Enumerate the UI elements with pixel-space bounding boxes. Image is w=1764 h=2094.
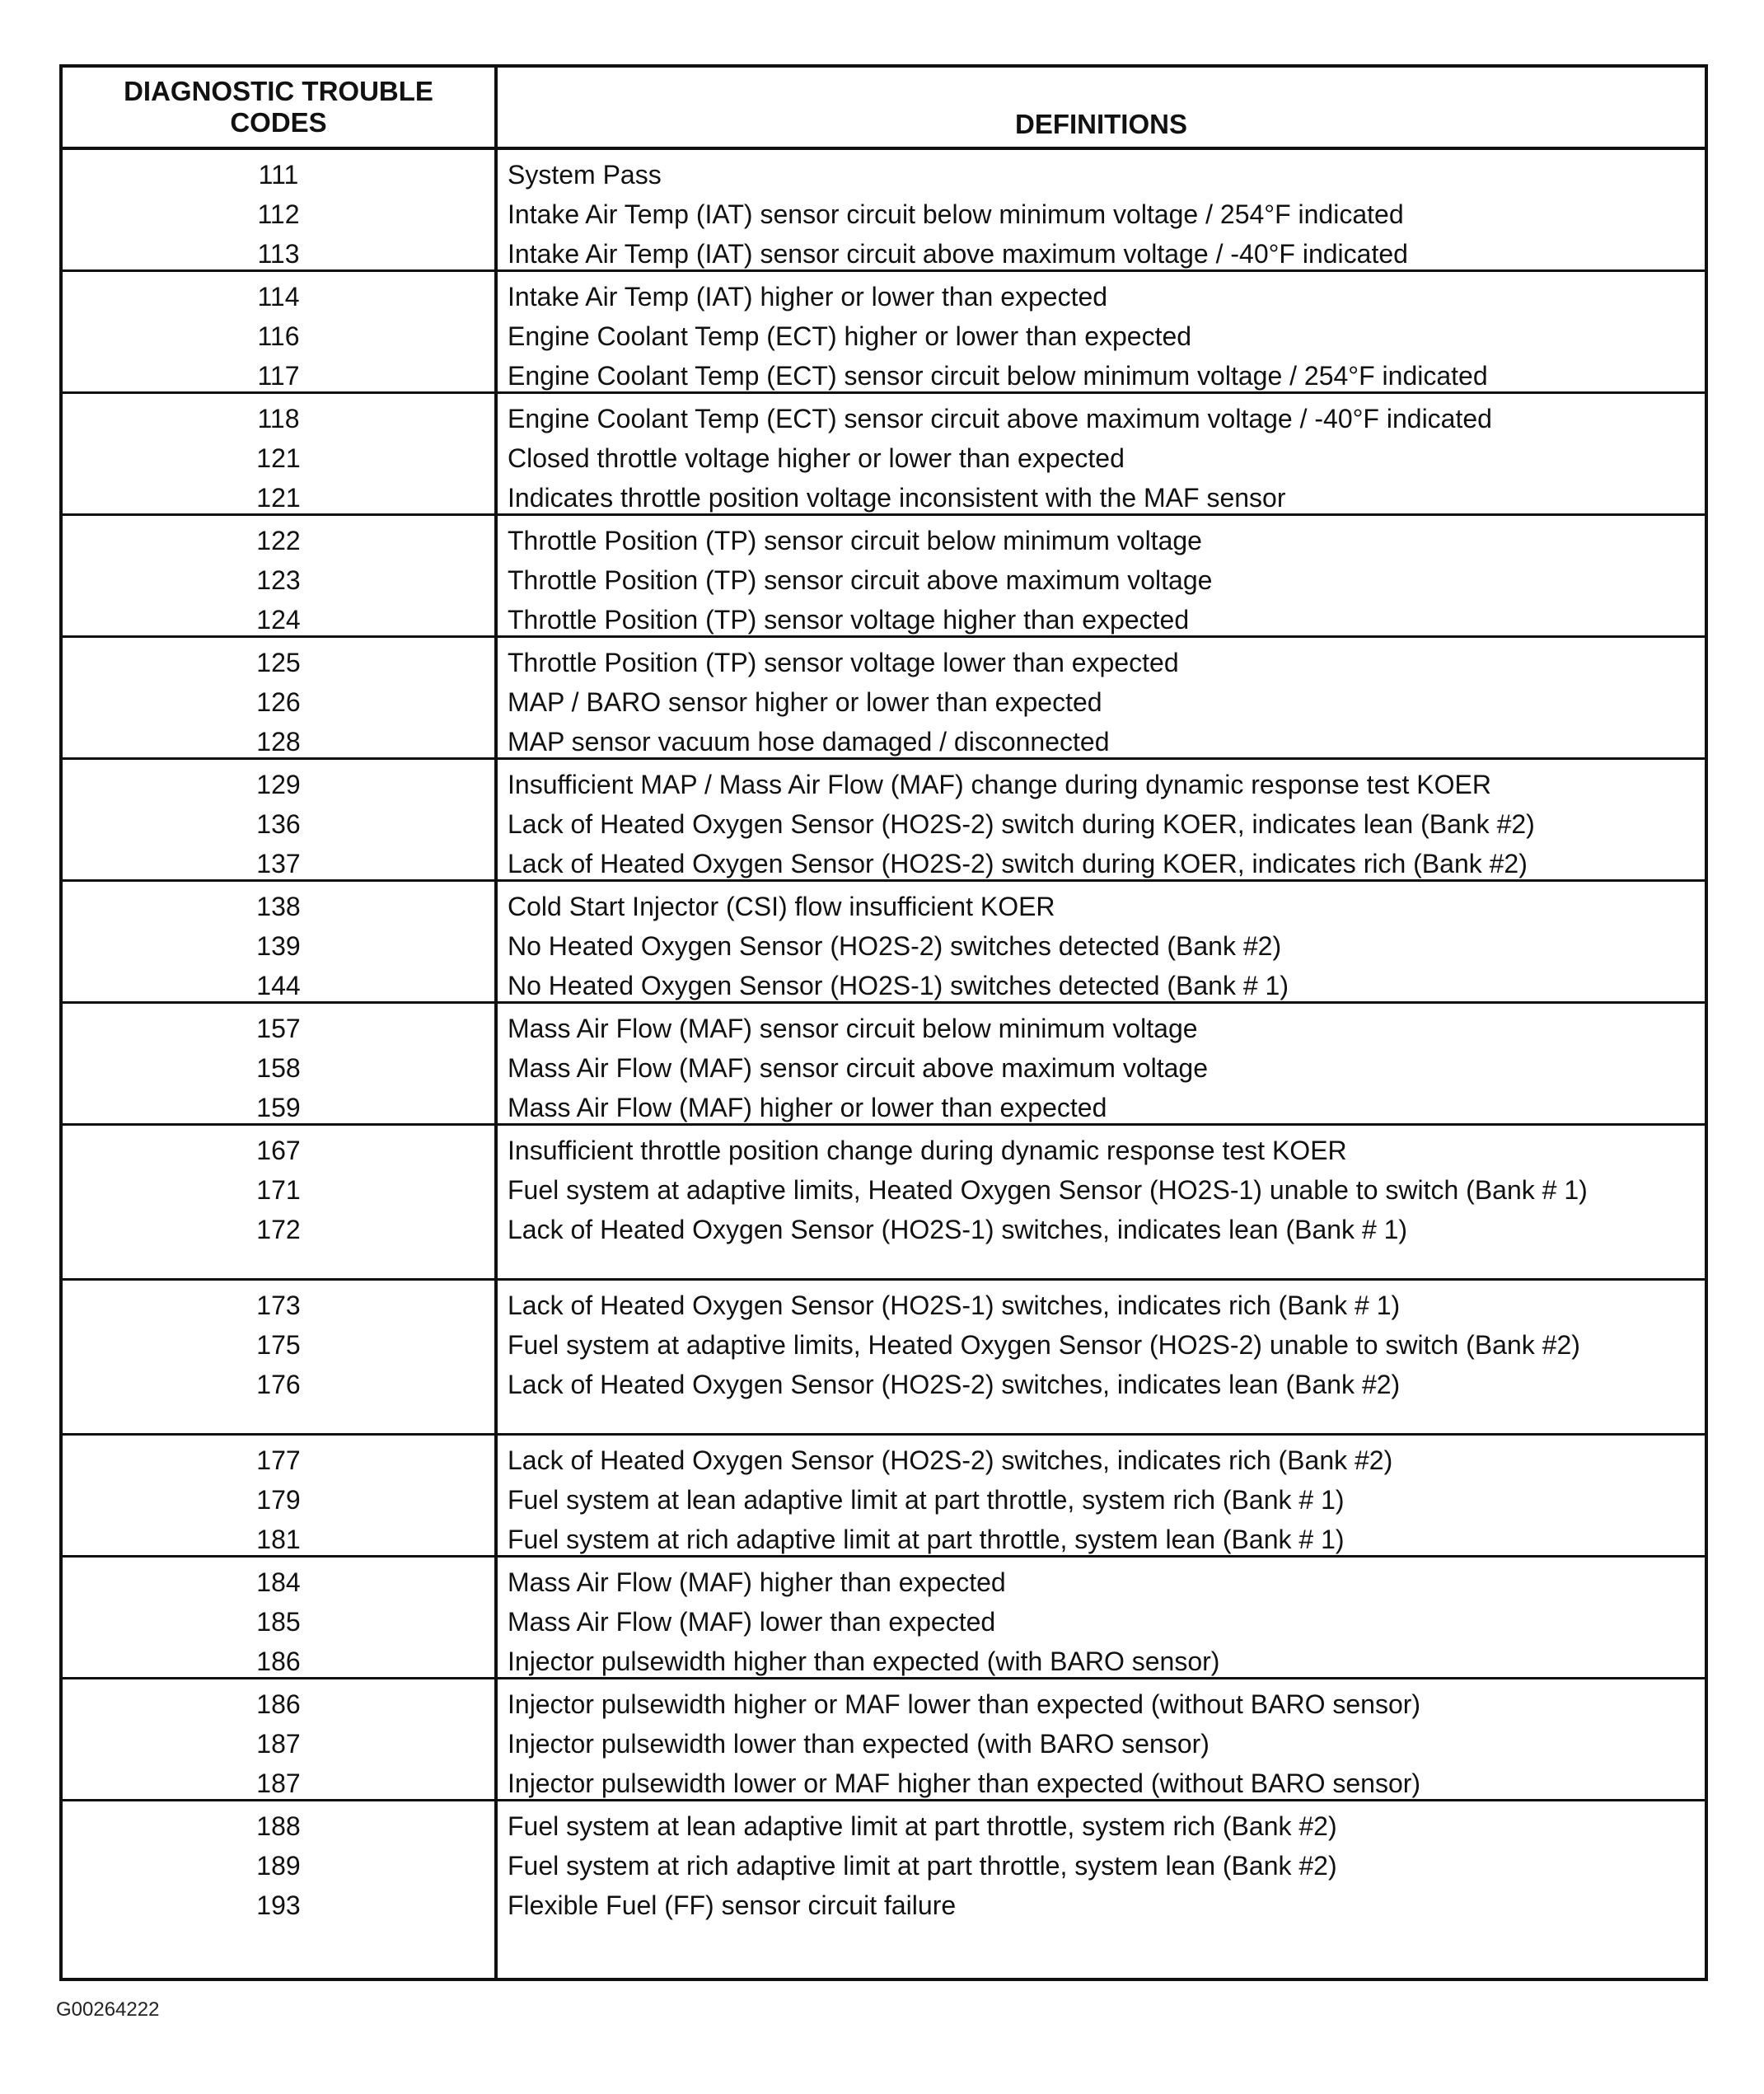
dtc-definition: Cold Start Injector (CSI) flow insufficient KOER	[508, 892, 1055, 921]
dtc-definition: Mass Air Flow (MAF) sensor circuit below minimum voltage	[508, 1014, 1198, 1043]
table-row	[63, 234, 1705, 274]
dtc-definition: Fuel system at rich adaptive limit at part throttle, system lean (Bank #2)	[508, 1851, 1337, 1881]
table-row	[63, 1210, 1705, 1249]
table-row	[63, 1048, 1705, 1088]
table-row	[63, 438, 1705, 478]
table-row	[63, 1602, 1705, 1642]
dtc-code: 124	[256, 605, 301, 635]
row-group	[63, 1436, 1705, 1558]
dtc-definition: Fuel system at lean adaptive limit at part throttle, system rich (Bank #2)	[508, 1811, 1337, 1841]
dtc-definition: Throttle Position (TP) sensor circuit above maximum voltage	[508, 565, 1213, 595]
row-group	[63, 760, 1705, 882]
dtc-code: 177	[256, 1445, 301, 1475]
dtc-code: 173	[256, 1291, 301, 1320]
table-row	[63, 1806, 1705, 1846]
row-group	[63, 882, 1705, 1004]
table-row	[63, 155, 1705, 194]
table-row	[63, 765, 1705, 804]
dtc-code: 138	[256, 892, 301, 921]
dtc-code: 159	[256, 1093, 301, 1122]
dtc-definition: Injector pulsewidth lower or MAF higher than expected (without BARO sensor)	[508, 1768, 1421, 1798]
dtc-code: 181	[256, 1525, 301, 1554]
dtc-code: 179	[256, 1485, 301, 1515]
dtc-code: 129	[256, 770, 301, 799]
dtc-definition: Fuel system at adaptive limits, Heated Oxygen Sensor (HO2S-2) unable to switch (Bank #2)	[508, 1330, 1580, 1360]
row-group	[63, 516, 1705, 638]
header-definitions: DEFINITIONS	[1014, 109, 1187, 139]
table-row	[63, 1684, 1705, 1724]
dtc-code: 136	[256, 809, 301, 839]
table-row	[63, 1642, 1705, 1681]
dtc-definition: Fuel system at lean adaptive limit at part throttle, system rich (Bank # 1)	[508, 1485, 1345, 1515]
dtc-definition: Throttle Position (TP) sensor circuit below minimum voltage	[508, 526, 1202, 555]
figure-id: G00264222	[56, 1998, 160, 2021]
dtc-code: 186	[256, 1689, 301, 1719]
dtc-definition: Throttle Position (TP) sensor voltage lower than expected	[508, 648, 1179, 677]
dtc-code: 116	[257, 321, 300, 351]
dtc-definition: Throttle Position (TP) sensor voltage higher than expected	[508, 605, 1190, 635]
table-row	[63, 1764, 1705, 1803]
dtc-code: 187	[256, 1768, 301, 1798]
dtc-definition: Lack of Heated Oxygen Sensor (HO2S-2) switch during KOER, indicates lean (Bank #2)	[508, 809, 1535, 839]
table-row	[63, 804, 1705, 844]
row-group	[63, 1801, 1705, 1923]
dtc-definition: Intake Air Temp (IAT) higher or lower than expected	[508, 282, 1108, 312]
dtc-definition: Mass Air Flow (MAF) sensor circuit above maximum voltage	[508, 1053, 1208, 1083]
dtc-definition: Engine Coolant Temp (ECT) sensor circuit above maximum voltage / -40°F indicated	[508, 404, 1492, 433]
dtc-code: 186	[256, 1647, 301, 1676]
table-row	[63, 277, 1705, 316]
dtc-definition: Insufficient throttle position change during dynamic response test KOER	[508, 1136, 1347, 1165]
table-row	[63, 478, 1705, 518]
dtc-definition: Lack of Heated Oxygen Sensor (HO2S-1) switches, indicates rich (Bank # 1)	[508, 1291, 1401, 1320]
dtc-code: 121	[256, 483, 301, 513]
dtc-code: 157	[256, 1014, 301, 1043]
table-row	[63, 1520, 1705, 1559]
dtc-definition: Lack of Heated Oxygen Sensor (HO2S-2) switches, indicates lean (Bank #2)	[508, 1370, 1401, 1399]
dtc-code: 113	[257, 239, 300, 269]
dtc-code: 171	[256, 1175, 301, 1205]
table-row	[63, 194, 1705, 234]
dtc-code: 193	[256, 1890, 301, 1920]
table-row	[63, 1131, 1705, 1170]
dtc-definition: MAP / BARO sensor higher or lower than expected	[508, 687, 1102, 717]
table-row	[63, 1724, 1705, 1764]
row-group	[63, 1679, 1705, 1801]
table-row	[63, 600, 1705, 639]
table-row	[63, 966, 1705, 1005]
dtc-code: 111	[258, 160, 299, 190]
dtc-code: 139	[256, 931, 301, 961]
dtc-code: 176	[256, 1370, 301, 1399]
table-row	[63, 1886, 1705, 1925]
dtc-definition: Injector pulsewidth lower than expected (with BARO sensor)	[508, 1729, 1210, 1759]
dtc-definition: Intake Air Temp (IAT) sensor circuit above maximum voltage / -40°F indicated	[508, 239, 1408, 269]
dtc-definition: Intake Air Temp (IAT) sensor circuit below minimum voltage / 254°F indicated	[508, 199, 1404, 229]
table-row	[63, 887, 1705, 926]
dtc-code: 121	[256, 443, 301, 473]
dtc-code: 125	[256, 648, 301, 677]
row-group	[63, 1004, 1705, 1126]
dtc-definition: Mass Air Flow (MAF) higher or lower than expected	[508, 1093, 1107, 1122]
table-row	[63, 1325, 1705, 1365]
dtc-code: 112	[257, 199, 300, 229]
table-body	[63, 150, 1705, 1978]
table-row	[63, 682, 1705, 722]
table-row	[63, 722, 1705, 761]
dtc-definition: Indicates throttle position voltage inconsistent with the MAF sensor	[508, 483, 1286, 513]
table-row	[63, 643, 1705, 682]
row-group	[63, 1558, 1705, 1679]
table-row	[63, 1170, 1705, 1210]
header-codes: DIAGNOSTIC TROUBLE CODES	[124, 76, 433, 138]
row-group	[63, 272, 1705, 394]
dtc-code: 172	[256, 1215, 301, 1244]
table-row	[63, 560, 1705, 600]
dtc-code: 184	[256, 1567, 301, 1597]
dtc-table	[59, 64, 1708, 1981]
row-group	[63, 150, 1705, 272]
table-row	[63, 1562, 1705, 1602]
dtc-definition: Injector pulsewidth higher than expected (with BARO sensor)	[508, 1647, 1220, 1676]
table-row	[63, 1009, 1705, 1048]
row-group	[63, 638, 1705, 760]
dtc-code: 175	[256, 1330, 301, 1360]
dtc-code: 188	[256, 1811, 301, 1841]
dtc-definition: System Pass	[508, 160, 662, 190]
table-row	[63, 1088, 1705, 1127]
dtc-definition: Mass Air Flow (MAF) higher than expected	[508, 1567, 1006, 1597]
dtc-definition: Closed throttle voltage higher or lower than expected	[508, 443, 1125, 473]
dtc-definition: No Heated Oxygen Sensor (HO2S-1) switches detected (Bank # 1)	[508, 971, 1289, 1000]
table-row	[63, 316, 1705, 356]
dtc-code: 189	[256, 1851, 301, 1881]
dtc-code: 122	[256, 526, 301, 555]
table-row	[63, 1365, 1705, 1404]
dtc-code: 137	[256, 849, 301, 878]
dtc-definition: No Heated Oxygen Sensor (HO2S-2) switches detected (Bank #2)	[508, 931, 1282, 961]
row-group	[63, 394, 1705, 516]
dtc-code: 158	[256, 1053, 301, 1083]
table-row	[63, 1286, 1705, 1325]
dtc-definition: Insufficient MAP / Mass Air Flow (MAF) change during dynamic response test KOER	[508, 770, 1491, 799]
dtc-definition: MAP sensor vacuum hose damaged / disconnected	[508, 727, 1110, 757]
dtc-definition: Engine Coolant Temp (ECT) sensor circuit below minimum voltage / 254°F indicated	[508, 361, 1488, 391]
table-row	[63, 1441, 1705, 1480]
dtc-definition: Fuel system at rich adaptive limit at part throttle, system lean (Bank # 1)	[508, 1525, 1345, 1554]
dtc-code: 185	[256, 1607, 301, 1637]
dtc-code: 117	[257, 361, 300, 391]
dtc-definition: Lack of Heated Oxygen Sensor (HO2S-1) switches, indicates lean (Bank # 1)	[508, 1215, 1408, 1244]
dtc-definition: Mass Air Flow (MAF) lower than expected	[508, 1607, 996, 1637]
dtc-definition: Lack of Heated Oxygen Sensor (HO2S-2) switches, indicates rich (Bank #2)	[508, 1445, 1393, 1475]
table-row	[63, 1846, 1705, 1886]
table-row	[63, 399, 1705, 438]
dtc-code: 126	[256, 687, 301, 717]
dtc-code: 144	[256, 971, 301, 1000]
dtc-definition: Lack of Heated Oxygen Sensor (HO2S-2) switch during KOER, indicates rich (Bank #2)	[508, 849, 1528, 878]
dtc-definition: Engine Coolant Temp (ECT) higher or lower than expected	[508, 321, 1192, 351]
dtc-definition: Flexible Fuel (FF) sensor circuit failure	[508, 1890, 957, 1920]
table-header	[63, 68, 1705, 150]
dtc-code: 187	[256, 1729, 301, 1759]
dtc-definition: Fuel system at adaptive limits, Heated Oxygen Sensor (HO2S-1) unable to switch (Bank # 1)	[508, 1175, 1588, 1205]
table-row	[63, 926, 1705, 966]
dtc-code: 123	[256, 565, 301, 595]
dtc-definition: Injector pulsewidth higher or MAF lower than expected (without BARO sensor)	[508, 1689, 1421, 1719]
table-row	[63, 521, 1705, 560]
dtc-code: 167	[256, 1136, 301, 1165]
table-row	[63, 1480, 1705, 1520]
dtc-code: 128	[256, 727, 301, 757]
dtc-code: 114	[257, 282, 300, 312]
dtc-code: 118	[257, 404, 300, 433]
row-group	[63, 1281, 1705, 1436]
row-group	[63, 1126, 1705, 1281]
table-row	[63, 356, 1705, 396]
table-row	[63, 844, 1705, 883]
